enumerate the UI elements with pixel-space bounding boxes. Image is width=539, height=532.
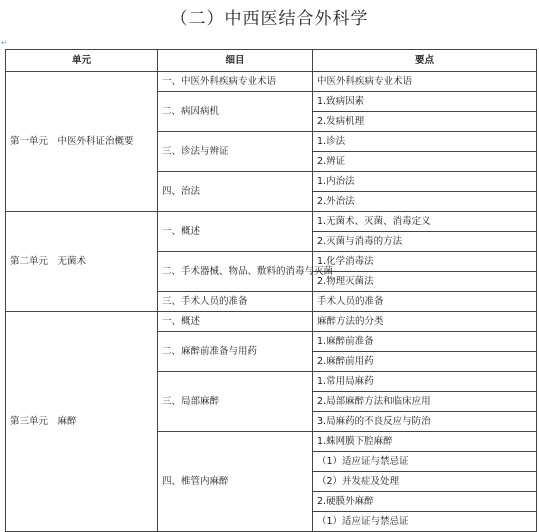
point-cell: 麻醉方法的分类 (313, 312, 537, 332)
column-header-unit: 单元 (6, 50, 158, 72)
point-cell: 2.辨证 (313, 152, 537, 172)
item-cell: 二、病因病机 (158, 92, 313, 132)
point-cell: （1）适应证与禁忌证 (313, 452, 537, 472)
table-row (6, 72, 537, 92)
point-cell: （2）并发症及处理 (313, 472, 537, 492)
point-cell: 2.外治法 (313, 192, 537, 212)
point-cell: 2.麻醉前用药 (313, 352, 537, 372)
point-cell: 2.局部麻醉方法和临床应用 (313, 392, 537, 412)
item-cell: 二、手术器械、物品、敷料的消毒与灭菌 (158, 252, 313, 292)
column-header-point: 要点 (313, 50, 537, 72)
point-cell: （1）适应证与禁忌证 (313, 512, 537, 532)
item-cell: 四、治法 (158, 172, 313, 212)
point-cell: 1.内治法 (313, 172, 537, 192)
point-cell: 2.硬膜外麻醉 (313, 492, 537, 512)
table-header-row (6, 50, 537, 72)
unit-cell: 第二单元 无菌术 (6, 212, 158, 312)
unit-cell: 第三单元 麻醉 (6, 312, 158, 532)
item-cell: 二、麻醉前准备与用药 (158, 332, 313, 372)
item-cell: 一、中医外科疾病专业术语 (158, 72, 313, 92)
item-cell: 三、诊法与辨证 (158, 132, 313, 172)
item-cell: 一、概述 (158, 312, 313, 332)
table-row (6, 312, 537, 332)
unit-cell: 第一单元 中医外科证治概要 (6, 72, 158, 212)
point-cell: 中医外科疾病专业术语 (313, 72, 537, 92)
point-cell: 1.蛛网膜下腔麻醉 (313, 432, 537, 452)
point-cell: 2.灭菌与消毒的方法 (313, 232, 537, 252)
point-cell: 2.物理灭菌法 (313, 272, 537, 292)
point-cell: 手术人员的准备 (313, 292, 537, 312)
table-row (6, 212, 537, 232)
point-cell: 1.致病因素 (313, 92, 537, 112)
point-cell: 1.麻醉前准备 (313, 332, 537, 352)
point-cell: 1.常用局麻药 (313, 372, 537, 392)
item-cell: 三、局部麻醉 (158, 372, 313, 432)
point-cell: 1.无菌术、灭菌、消毒定义 (313, 212, 537, 232)
point-cell: 3.局麻药的不良反应与防治 (313, 412, 537, 432)
paragraph-marker-icon: ↵ (1, 39, 7, 47)
column-header-item: 细目 (158, 50, 313, 72)
point-cell: 2.发病机理 (313, 112, 537, 132)
item-cell: 三、手术人员的准备 (158, 292, 313, 312)
point-cell: 1.化学消毒法 (313, 252, 537, 272)
point-cell: 1.诊法 (313, 132, 537, 152)
syllabus-table (5, 49, 537, 532)
item-cell: 一、概述 (158, 212, 313, 252)
page-title: （二）中西医结合外科学 (170, 9, 369, 29)
item-cell: 四、椎管内麻醉 (158, 432, 313, 532)
